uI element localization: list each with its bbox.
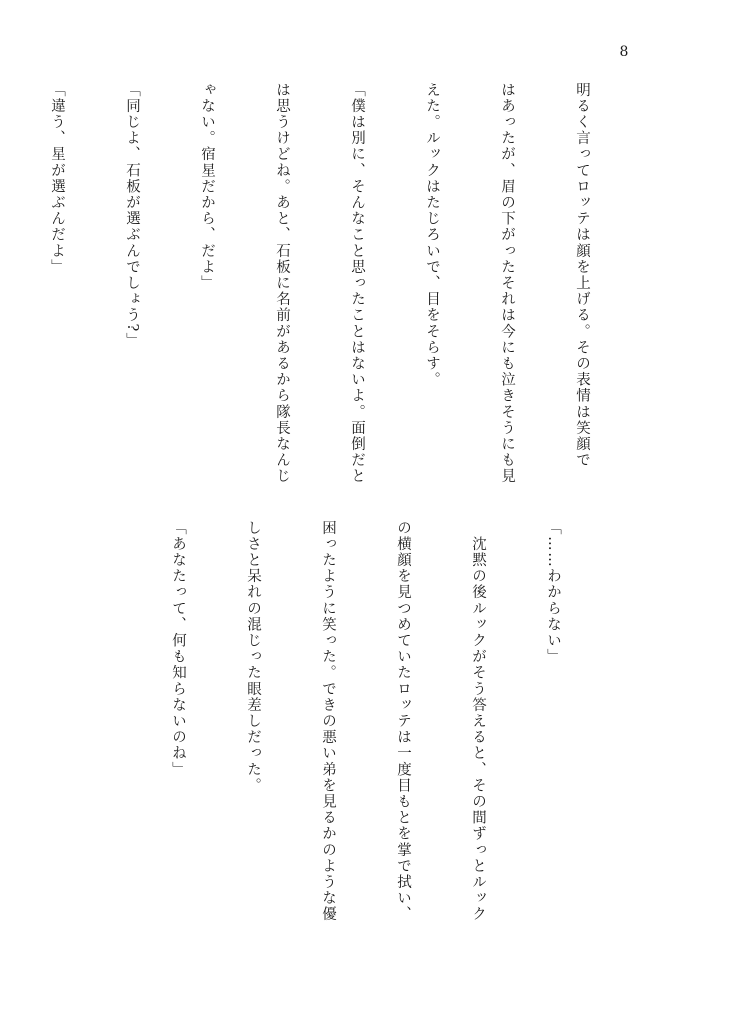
text-line: 明るく言ってロッテは顔を上げる。その表情は笑顔で [574, 82, 590, 469]
text-block-upper [0, 82, 644, 502]
text-line: ゃない。宿星だから、だよ」 [199, 82, 215, 292]
text-line: 「僕は別に、そんなこと思ったことはないよ。面倒だと [349, 82, 365, 485]
text-line: 「あなたって、何も知らないのね」 [170, 520, 186, 778]
text-line: しさと呆れの混じった眼差しだった。 [245, 520, 261, 794]
text-line: は思うけどね。あと、石板に名前があるから隊長なんじ [274, 82, 290, 485]
text-line: 困ったように笑った。できの悪い弟を見るかのような優 [320, 520, 336, 923]
page-number: 8 [619, 44, 629, 60]
text-line: 沈黙の後ルックがそう答えると、その間ずっとルック [470, 520, 486, 923]
text-line: えた。ルックはたじろいで、目をそらす。 [424, 82, 440, 388]
text-line: 「……わからない」 [545, 520, 561, 665]
text-line: の横顔を見つめていたロッテは一度目もとを掌で拭い、 [395, 520, 411, 923]
text-line: はあったが、眉の下がったそれは今にも泣きそうにも見 [499, 82, 515, 485]
text-line: 「違う、星が選ぶんだよ」 [49, 82, 65, 276]
text-block-lower [140, 520, 615, 940]
text-line: 「同じよ、石板が選ぶんでしょう?」 [124, 82, 140, 349]
